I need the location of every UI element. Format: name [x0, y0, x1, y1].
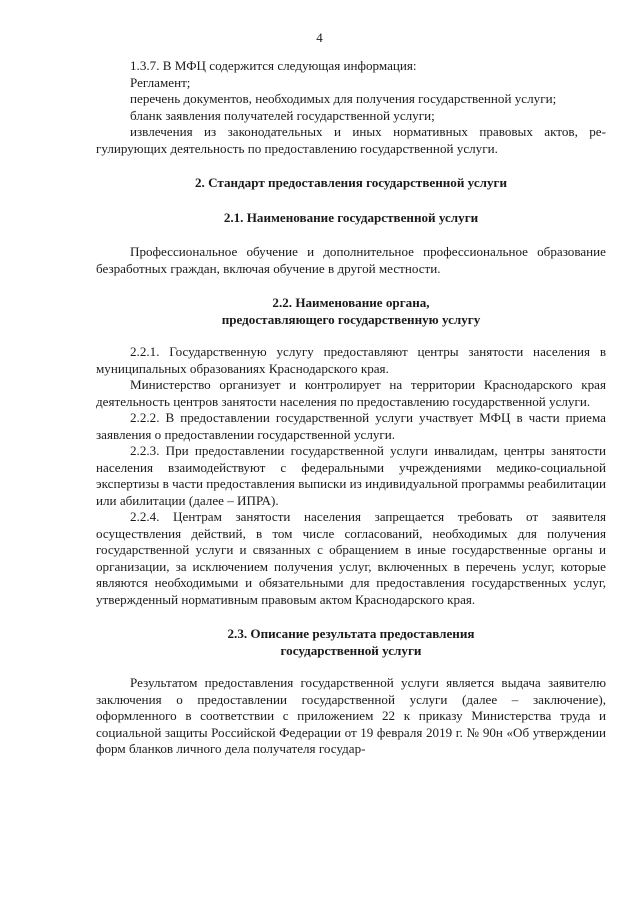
section-2-2-heading-line2: предоставляющего государственную услугу [221, 311, 481, 327]
paragraph-2-2-3: 2.2.3. При предоставлении государственной услуги инвалидам, центры занятости населения взаимодействуют с федеральными учреждениями медико-социальной экспертизы в части предоставления выписки из индивидуальной программы реабилитации или абилитации (далее – ИПРА). [96, 443, 607, 508]
list-item-legal-extracts: извлечения из законодательных и иных нормативных правовых актов, регулирующих деятельность по предоставлению государственной услуги. [96, 124, 606, 156]
paragraph-2-2-1: 2.2.1. Государственную услугу предоставляют центры занятости населения в муниципальных образованиях Краснодарского края. [96, 344, 606, 376]
section-2-3-heading-line2: государственной услуги [280, 642, 422, 658]
page-content [96, 58, 606, 758]
paragraph-2-2-4: 2.2.4. Центрам занятости населения запрещается требовать от заявителя осуществления действий, в том числе согласований, необходимых для получения государственной услуги и связанных с обращением в иные государственные органы и организации, за исключением получения услуг, включенных в перечень услуг, которые являются необходимыми и обязательными для предоставления государственных услуг, утвержденный нормативным правовым актом Краснодарского края. [96, 509, 606, 607]
section-2-heading: 2. Стандарт предоставления государственной услуги [194, 175, 508, 190]
list-item-application-form: бланк заявления получателей государственной услуги; [130, 107, 435, 123]
paragraph-2-2-ministry: Министерство организует и контролирует на территории Краснодарского края деятельность центров занятости населения по предоставлению государственной услуги. [96, 377, 606, 409]
paragraph-2-1-text: Профессиональное обучение и дополнительное профессиональное образование безработных граждан, включая обучение в другой местности. [96, 244, 606, 276]
section-2-2-heading-line1: 2.2. Наименование органа, [272, 295, 430, 310]
paragraph-2-3-text: Результатом предоставления государственной услуги является выдача заявителю заключения о предоставлении государственной услуги (далее – заключение), оформленного в соответствии с приложением 22 к приказу Министерства труда и социальной защиты Российской Федерации от 19 февраля 2019 г. № 90н «Об утверждении форм бланков личного дела получателя государ- [96, 675, 606, 756]
paragraph-1-3-7-intro: 1.3.7. В МФЦ содержится следующая информация: [130, 58, 417, 73]
paragraph-2-2-2: 2.2.2. В предоставлении государственной услуги участвует МФЦ в части приема заявления о предоставлении государственной услуги. [96, 410, 606, 442]
page-number: 4 [316, 30, 323, 45]
list-item-reglament: Регламент; [130, 74, 191, 90]
list-item-documents: перечень документов, необходимых для получения государственной услуги; [130, 91, 557, 106]
section-2-3-heading-line1: 2.3. Описание результата предоставления [227, 626, 475, 641]
section-2-1-heading: 2.1. Наименование государственной услуги [223, 209, 479, 225]
